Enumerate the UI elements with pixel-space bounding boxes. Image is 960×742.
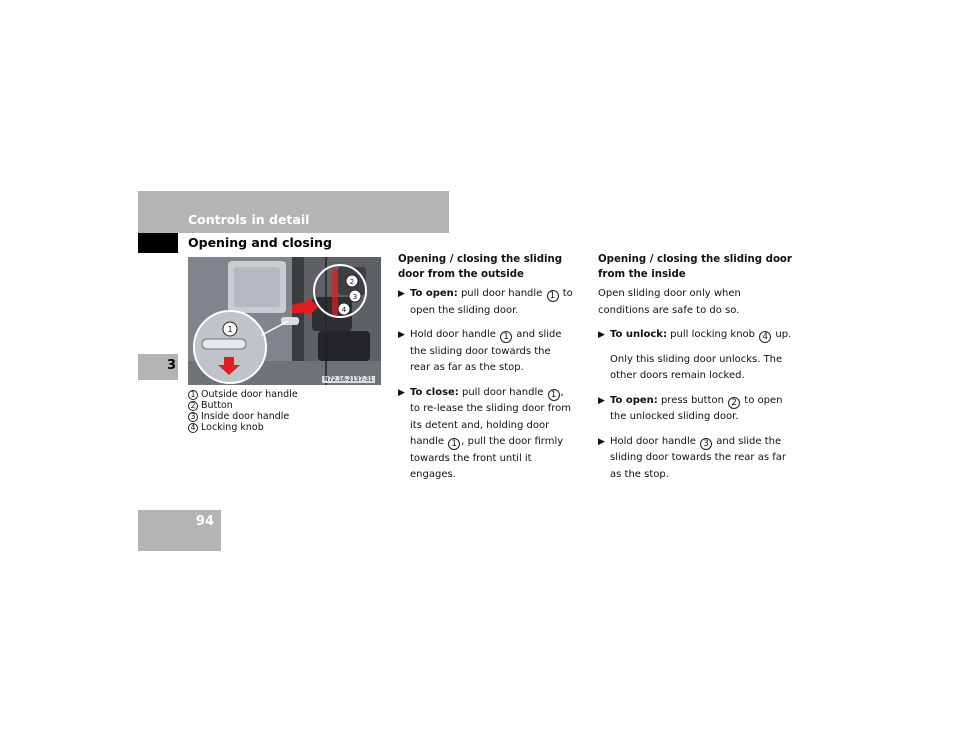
- legend-item: [188, 400, 298, 411]
- svg-text:4: 4: [341, 306, 347, 314]
- legend-label: Locking knob: [201, 422, 264, 433]
- svg-text:1: 1: [227, 325, 233, 334]
- number-badge: 1: [448, 438, 460, 450]
- outside-instructions: [398, 252, 574, 492]
- inside-step-unlock: ▶ To unlock: pull locking knob 4 up.: [598, 329, 792, 342]
- subsection-title: Opening and closing: [188, 235, 332, 250]
- number-badge: 4: [188, 423, 198, 433]
- bullet-arrow-icon: ▶: [398, 289, 405, 299]
- figure-legend: [188, 389, 298, 433]
- section-title: Controls in detail: [188, 212, 310, 227]
- number-badge: 2: [188, 401, 198, 411]
- legend-label: Button: [201, 400, 233, 411]
- legend-label: Outside door handle: [201, 389, 298, 400]
- header-tab-marker: [138, 233, 178, 253]
- number-badge: 2: [728, 397, 740, 409]
- inside-instructions: [598, 252, 794, 491]
- van-door-drawing: [188, 257, 381, 385]
- number-badge: 1: [500, 331, 512, 343]
- bullet-arrow-icon: ▶: [398, 330, 405, 340]
- bullet-arrow-icon: ▶: [598, 395, 605, 406]
- number-badge: 1: [547, 290, 559, 302]
- number-badge: 3: [700, 438, 712, 450]
- figure-code: N72.16-2137-31: [324, 376, 373, 383]
- legend-label: Inside door handle: [201, 411, 290, 422]
- sliding-door-illustration: [188, 257, 381, 385]
- svg-text:3: 3: [352, 293, 358, 301]
- bullet-arrow-icon: ▶: [598, 436, 605, 447]
- legend-item: [188, 411, 298, 422]
- svg-text:2: 2: [349, 278, 355, 286]
- outside-step-open: ▶ To open: pull door handle 1 to open the sliding door.: [398, 288, 573, 316]
- bullet-arrow-icon: ▶: [598, 330, 605, 340]
- safety-intro: Open sliding door only when conditions are safe to do so.: [598, 288, 741, 316]
- inside-heading: Opening / closing the sliding door from the inside: [598, 254, 792, 280]
- unlock-note: Only this sliding door unlocks. The other doors remain locked.: [610, 353, 783, 381]
- outside-heading: Opening / closing the sliding door from the outside: [398, 254, 563, 280]
- number-badge: 1: [548, 389, 560, 401]
- outside-step-slide: ▶ Hold door handle 1 and slide the sliding door towards the rear as far as the stop.: [398, 329, 562, 373]
- outside-step-close: ▶ To close: pull door handle 1 , to re-lease the sliding door from its detent and, holding door handle 1 , pull the door firmly towards the front until it engages.: [398, 386, 571, 480]
- number-badge: 1: [188, 390, 198, 400]
- page-number: 94: [195, 514, 214, 529]
- number-badge: 3: [188, 412, 198, 422]
- legend-item: [188, 389, 298, 400]
- chapter-number: 3: [166, 358, 176, 373]
- bullet-arrow-icon: ▶: [398, 387, 405, 398]
- inside-step-slide: ▶ Hold door handle 3 and slide the sliding door towards the rear as far as the stop.: [598, 435, 786, 480]
- number-badge: 4: [759, 331, 771, 343]
- inside-step-open: ▶ To open: press button 2 to open the unlocked sliding door.: [598, 394, 783, 422]
- legend-item: [188, 422, 298, 433]
